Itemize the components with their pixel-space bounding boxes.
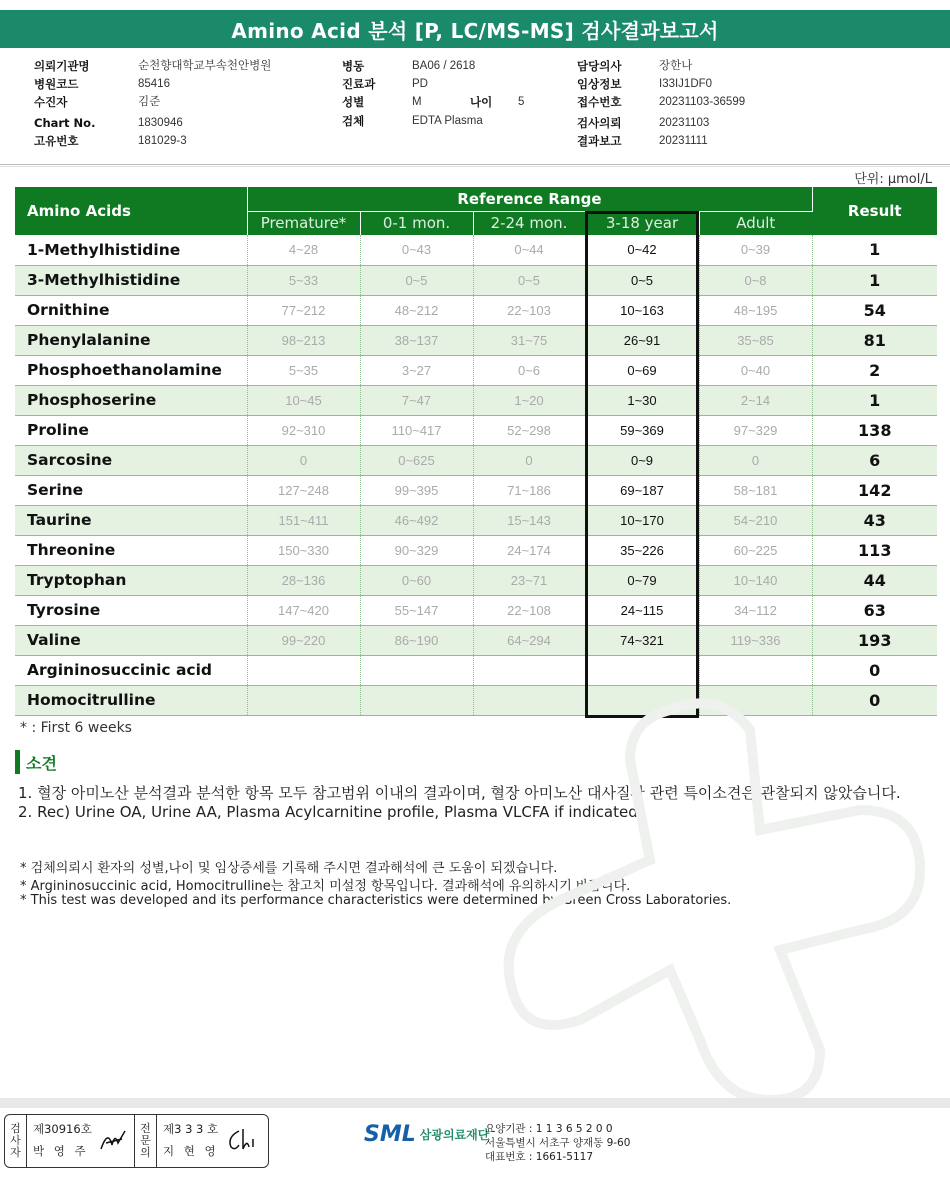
table-row xyxy=(15,265,937,295)
info-field xyxy=(342,113,483,129)
amino-acid-table xyxy=(15,187,937,716)
reference-range-cell: 24~115 xyxy=(585,595,699,625)
reference-range-cell: 71~186 xyxy=(473,475,585,505)
amino-acid-name: Homocitrulline xyxy=(15,685,247,715)
amino-acid-name: Taurine xyxy=(15,505,247,535)
result-value: 1 xyxy=(812,235,937,265)
table-row xyxy=(15,235,937,265)
header-reference-range: Reference Range xyxy=(247,187,812,211)
reference-range-cell: 0 xyxy=(247,445,360,475)
info-label: 성별 xyxy=(342,95,365,109)
reference-range-cell: 151~411 xyxy=(247,505,360,535)
info-value: I33IJ1DF0 xyxy=(659,78,713,90)
reference-range-cell: 69~187 xyxy=(585,475,699,505)
info-field xyxy=(34,133,187,149)
table-row xyxy=(15,655,937,685)
result-value: 193 xyxy=(812,625,937,655)
result-value: 81 xyxy=(812,325,937,355)
info-field xyxy=(342,58,475,74)
result-value: 0 xyxy=(812,655,937,685)
table-row xyxy=(15,475,937,505)
signature-box xyxy=(4,1114,269,1168)
reference-range-cell: 77~212 xyxy=(247,295,360,325)
info-field xyxy=(34,76,170,92)
table-row xyxy=(15,355,937,385)
reference-range-cell xyxy=(473,655,585,685)
reference-range-cell: 46~492 xyxy=(360,505,473,535)
table-row xyxy=(15,625,937,655)
footnote: * : First 6 weeks xyxy=(20,720,132,736)
amino-acid-name: Serine xyxy=(15,475,247,505)
amino-acid-name: Valine xyxy=(15,625,247,655)
specialist-signature xyxy=(225,1125,259,1155)
specialist-label: 전 문 의 xyxy=(135,1115,157,1167)
reference-range-cell: 0~79 xyxy=(585,565,699,595)
table-row xyxy=(15,595,937,625)
reference-range-cell: 0~69 xyxy=(585,355,699,385)
subheader-premature: Premature* xyxy=(247,211,360,235)
note-line: * 검체의뢰시 환자의 성별,나이 및 임상증세를 기록해 주시면 결과해석에 큰 도움이 되겠습니다. xyxy=(20,861,558,876)
info-field xyxy=(577,133,708,149)
header-amino-acids: Amino Acids xyxy=(15,187,247,235)
info-value: 20231103-36599 xyxy=(659,96,746,108)
info-field xyxy=(577,115,709,131)
info-field xyxy=(34,94,160,110)
highlight-column-box xyxy=(585,211,699,718)
reference-range-cell: 23~71 xyxy=(473,565,585,595)
reference-range-cell: 5~33 xyxy=(247,265,360,295)
amino-acid-name: 3-Methylhistidine xyxy=(15,265,247,295)
result-value: 138 xyxy=(812,415,937,445)
note-line: * This test was developed and its performance characteristics were determined by Green Cross Laboratories. xyxy=(20,893,732,908)
info-label: 검사의뢰 xyxy=(577,116,622,130)
reference-range-cell: 35~85 xyxy=(699,325,812,355)
info-value: 1830946 xyxy=(138,117,183,129)
opinion-line: 2. Rec) Urine OA, Urine AA, Plasma Acylcarnitine profile, Plasma VLCFA if indicated xyxy=(18,803,638,821)
specialist-cell xyxy=(157,1115,265,1167)
info-value: M xyxy=(412,96,422,108)
info-value: 20231103 xyxy=(659,117,710,129)
reference-range-cell xyxy=(247,685,360,715)
reference-range-cell: 10~45 xyxy=(247,385,360,415)
reference-range-cell: 48~212 xyxy=(360,295,473,325)
amino-acid-name: Phosphoserine xyxy=(15,385,247,415)
note-line: * Argininosuccinic acid, Homocitrulline는 참고치 미설정 항목입니다. 결과해석에 유의하시기 바랍니다. xyxy=(20,879,631,894)
reference-range-cell: 97~329 xyxy=(699,415,812,445)
reference-range-cell: 10~163 xyxy=(585,295,699,325)
reference-range-cell: 0 xyxy=(473,445,585,475)
examiner-license: 제30916호 xyxy=(33,1122,92,1136)
reference-range-cell: 0~625 xyxy=(360,445,473,475)
info-field xyxy=(577,76,712,92)
footer-band xyxy=(0,1098,950,1108)
info-value: 5 xyxy=(518,96,525,108)
reference-range-cell: 54~210 xyxy=(699,505,812,535)
reference-range-cell: 92~310 xyxy=(247,415,360,445)
reference-range-cell: 35~226 xyxy=(585,535,699,565)
info-value: BA06 / 2618 xyxy=(412,60,476,72)
specialist-name: 지 현 영 xyxy=(163,1144,219,1158)
info-value: 순천향대학교부속천안병원 xyxy=(138,60,272,72)
result-value: 2 xyxy=(812,355,937,385)
result-value: 63 xyxy=(812,595,937,625)
info-field xyxy=(577,94,745,110)
subheader-adult: Adult xyxy=(699,211,812,235)
result-value: 1 xyxy=(812,385,937,415)
info-field xyxy=(342,94,422,110)
result-value: 54 xyxy=(812,295,937,325)
reference-range-cell: 52~298 xyxy=(473,415,585,445)
subheader-2-24-mon: 2-24 mon. xyxy=(473,211,585,235)
opinion-title-text: 소견 xyxy=(26,753,57,773)
reference-range-cell: 0 xyxy=(699,445,812,475)
reference-range-cell: 127~248 xyxy=(247,475,360,505)
opinion-line: 1. 혈장 아미노산 분석결과 분석한 항목 모두 참고범위 이내의 결과이며, 혈장 아미노산 대사질환 관련 특이소견은 관찰되지 않았습니다. xyxy=(18,784,901,802)
reference-range-cell: 99~395 xyxy=(360,475,473,505)
amino-acid-name: Phosphoethanolamine xyxy=(15,355,247,385)
reference-range-cell: 55~147 xyxy=(360,595,473,625)
amino-acid-name: Proline xyxy=(15,415,247,445)
info-label: 검체 xyxy=(342,114,365,128)
reference-range-cell: 3~27 xyxy=(360,355,473,385)
specialist-license: 제3 3 3 호 xyxy=(163,1122,219,1136)
result-value: 1 xyxy=(812,265,937,295)
info-label: 고유번호 xyxy=(34,134,79,148)
reference-range-cell: 2~14 xyxy=(699,385,812,415)
info-value: EDTA Plasma xyxy=(412,115,483,127)
amino-acid-name: Sarcosine xyxy=(15,445,247,475)
info-label: Chart No. xyxy=(34,116,96,130)
sml-logo-text: SML xyxy=(364,1122,416,1147)
info-value: 85416 xyxy=(138,78,170,90)
subheader-0-1-mon: 0-1 mon. xyxy=(360,211,473,235)
reference-range-cell: 22~108 xyxy=(473,595,585,625)
reference-range-cell: 74~321 xyxy=(585,625,699,655)
sml-logo xyxy=(364,1122,489,1147)
reference-range-cell: 5~35 xyxy=(247,355,360,385)
reference-range-cell xyxy=(247,655,360,685)
divider xyxy=(0,166,950,167)
reference-range-cell: 22~103 xyxy=(473,295,585,325)
result-value: 43 xyxy=(812,505,937,535)
examiner-name: 박 영 주 xyxy=(33,1144,89,1158)
amino-acid-name: Tryptophan xyxy=(15,565,247,595)
result-value: 44 xyxy=(812,565,937,595)
table-row xyxy=(15,295,937,325)
opinion-title xyxy=(15,750,57,774)
reference-range-cell: 0~43 xyxy=(360,235,473,265)
amino-acid-name: Ornithine xyxy=(15,295,247,325)
info-label: 수진자 xyxy=(34,95,68,109)
reference-range-cell: 10~170 xyxy=(585,505,699,535)
reference-range-cell: 31~75 xyxy=(473,325,585,355)
reference-range-cell: 150~330 xyxy=(247,535,360,565)
reference-range-cell: 0~42 xyxy=(585,235,699,265)
subheader-3-18-year: 3-18 year xyxy=(585,211,699,235)
reference-range-cell: 26~91 xyxy=(585,325,699,355)
reference-range-cell xyxy=(699,655,812,685)
table-row xyxy=(15,535,937,565)
reference-range-cell: 24~174 xyxy=(473,535,585,565)
info-field xyxy=(342,76,428,92)
amino-acid-name: Argininosuccinic acid xyxy=(15,655,247,685)
table-row xyxy=(15,445,937,475)
result-value: 6 xyxy=(812,445,937,475)
table-row xyxy=(15,505,937,535)
reference-range-cell: 10~140 xyxy=(699,565,812,595)
unit-label: 단위: μmol/L xyxy=(854,172,932,187)
info-value: 181029-3 xyxy=(138,135,187,147)
reference-range-cell: 0~5 xyxy=(585,265,699,295)
table-row xyxy=(15,415,937,445)
reference-range-cell xyxy=(360,655,473,685)
reference-range-cell: 1~20 xyxy=(473,385,585,415)
reference-range-cell: 90~329 xyxy=(360,535,473,565)
reference-range-cell: 99~220 xyxy=(247,625,360,655)
info-label: 진료과 xyxy=(342,77,376,91)
reference-range-cell: 64~294 xyxy=(473,625,585,655)
reference-range-cell: 7~47 xyxy=(360,385,473,415)
info-label: 의뢰기관명 xyxy=(34,59,90,73)
reference-range-cell: 34~112 xyxy=(699,595,812,625)
amino-acid-name: Threonine xyxy=(15,535,247,565)
info-value: 20231111 xyxy=(659,135,708,147)
reference-range-cell: 15~143 xyxy=(473,505,585,535)
result-value: 113 xyxy=(812,535,937,565)
info-label: 임상정보 xyxy=(577,77,622,91)
reference-range-cell: 0~6 xyxy=(473,355,585,385)
info-field-age xyxy=(470,94,524,110)
info-label: 나이 xyxy=(470,95,493,109)
patient-info xyxy=(0,55,950,165)
reference-range-cell: 147~420 xyxy=(247,595,360,625)
reference-range-cell: 119~336 xyxy=(699,625,812,655)
reference-range-cell: 0~9 xyxy=(585,445,699,475)
info-label: 병원코드 xyxy=(34,77,79,91)
reference-range-cell: 58~181 xyxy=(699,475,812,505)
amino-acid-name: 1-Methylhistidine xyxy=(15,235,247,265)
reference-range-cell: 48~195 xyxy=(699,295,812,325)
result-value: 142 xyxy=(812,475,937,505)
table-row xyxy=(15,325,937,355)
reference-range-cell: 110~417 xyxy=(360,415,473,445)
info-field xyxy=(34,58,271,74)
info-label: 담당의사 xyxy=(577,59,622,73)
reference-range-cell: 98~213 xyxy=(247,325,360,355)
reference-range-cell: 0~5 xyxy=(473,265,585,295)
info-value: 장한나 xyxy=(659,60,693,72)
result-value: 0 xyxy=(812,685,937,715)
org-name: 삼광의료재단 xyxy=(419,1128,490,1142)
header-result: Result xyxy=(812,187,937,235)
reference-range-cell: 0~8 xyxy=(699,265,812,295)
reference-range-cell: 0~39 xyxy=(699,235,812,265)
examiner-signature xyxy=(98,1125,128,1155)
info-field xyxy=(577,58,692,74)
amino-acid-name: Tyrosine xyxy=(15,595,247,625)
reference-range-cell: 86~190 xyxy=(360,625,473,655)
info-label: 접수번호 xyxy=(577,95,622,109)
report-title: Amino Acid 분석 [P, LC/MS-MS] 검사결과보고서 xyxy=(0,10,950,48)
info-value: 김준 xyxy=(138,96,161,108)
table-row xyxy=(15,565,937,595)
reference-range-cell: 0~5 xyxy=(360,265,473,295)
footer-address: 요양기관 : 1 1 3 6 5 2 0 0 서울특별시 서초구 양재동 9-60 대표번호 : 1661-5117 xyxy=(485,1123,631,1163)
reference-range-cell: 0~60 xyxy=(360,565,473,595)
watermark-cross-logo xyxy=(500,690,940,1110)
reference-range-cell: 38~137 xyxy=(360,325,473,355)
reference-range-cell xyxy=(360,685,473,715)
reference-range-cell: 60~225 xyxy=(699,535,812,565)
info-label: 병동 xyxy=(342,59,365,73)
reference-range-cell: 28~136 xyxy=(247,565,360,595)
amino-acid-name: Phenylalanine xyxy=(15,325,247,355)
examiner-label: 검 사 자 xyxy=(5,1115,27,1167)
reference-range-cell: 59~369 xyxy=(585,415,699,445)
reference-range-cell: 0~44 xyxy=(473,235,585,265)
info-label: 결과보고 xyxy=(577,134,622,148)
reference-range-cell: 1~30 xyxy=(585,385,699,415)
reference-range-cell: 4~28 xyxy=(247,235,360,265)
info-value: PD xyxy=(412,78,428,90)
table-row xyxy=(15,385,937,415)
info-field xyxy=(34,115,183,131)
reference-range-cell: 0~40 xyxy=(699,355,812,385)
opinion-bar xyxy=(15,750,20,774)
examiner-cell xyxy=(27,1115,135,1167)
